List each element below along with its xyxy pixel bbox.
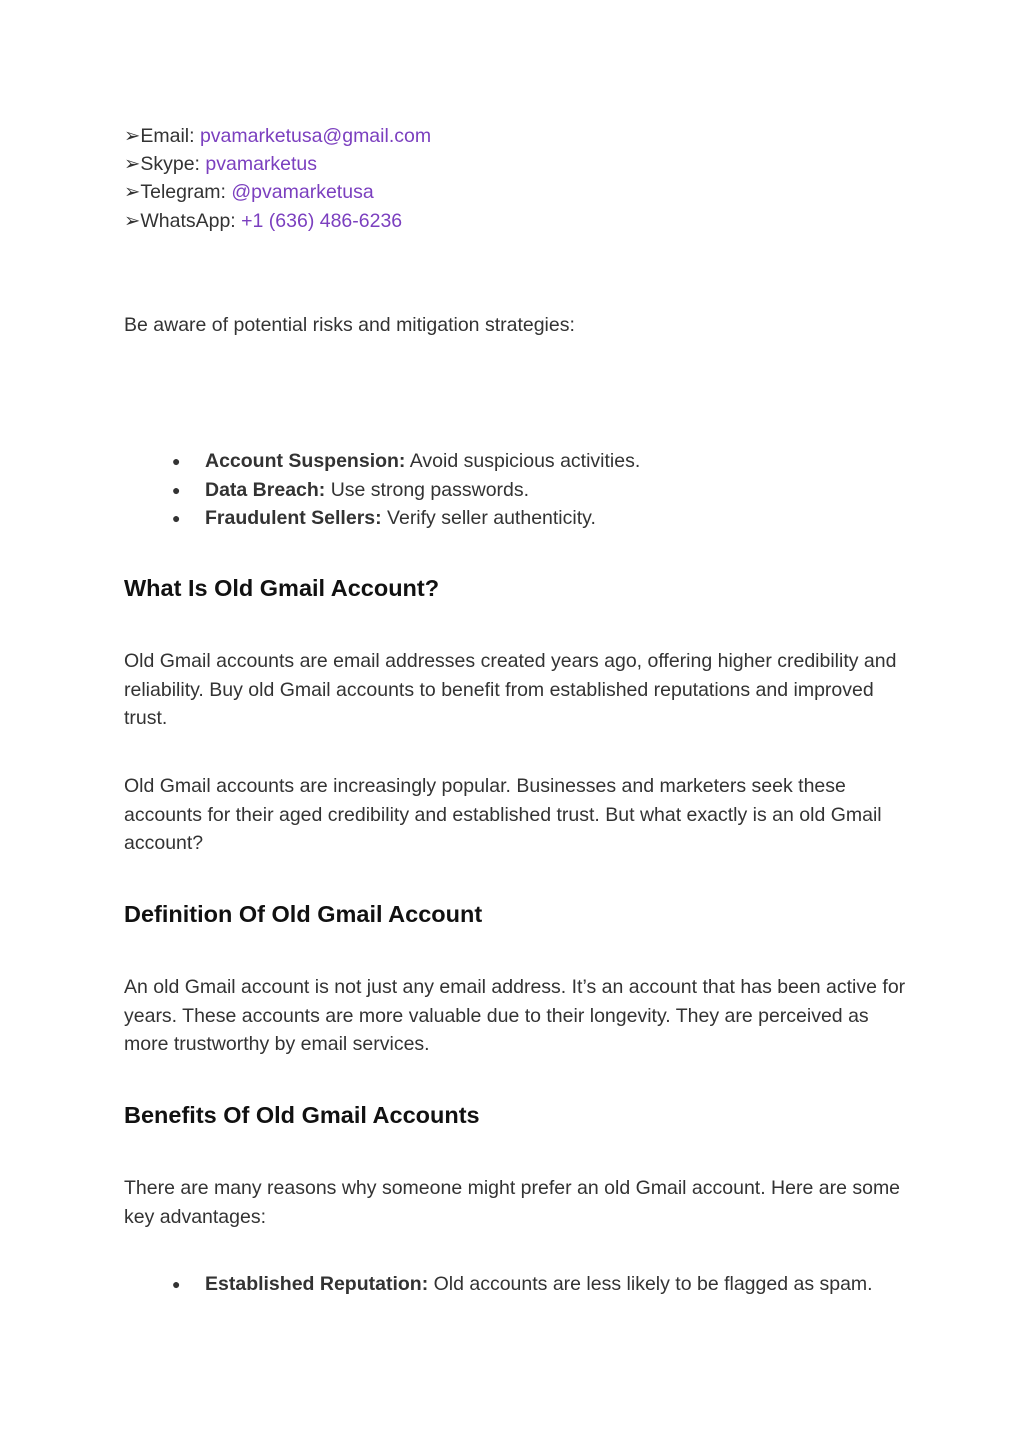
- contact-label: WhatsApp:: [140, 210, 242, 232]
- section2-paragraph-1: An old Gmail account is not just any email address. It’s an account that has been active for years. These accounts are more valuable due to their longevity. They are perceived as more trustworthy by email services.: [124, 976, 906, 1055]
- section-heading-what-is: What Is Old Gmail Account?: [124, 575, 440, 601]
- list-item: [172, 504, 932, 533]
- benefits-list: [172, 1270, 932, 1299]
- contact-skype: [124, 150, 914, 179]
- list-item-term: Account Suspension:: [205, 450, 406, 472]
- list-item: [172, 476, 932, 505]
- contact-label: Skype:: [140, 153, 206, 175]
- telegram-link[interactable]: @pvamarketusa: [231, 181, 374, 203]
- list-item-term: Fraudulent Sellers:: [205, 507, 382, 529]
- contact-email: [124, 122, 914, 151]
- arrow-icon: ➢: [124, 181, 141, 203]
- arrow-icon: ➢: [124, 210, 141, 232]
- section-heading-definition: Definition Of Old Gmail Account: [124, 901, 483, 927]
- risks-intro: Be aware of potential risks and mitigation strategies:: [124, 314, 575, 336]
- list-item-text: Avoid suspicious activities.: [405, 450, 641, 472]
- bullet-icon: ●: [172, 1276, 181, 1292]
- section-heading-benefits: Benefits Of Old Gmail Accounts: [124, 1102, 480, 1128]
- list-item-term: Established Reputation:: [205, 1273, 429, 1295]
- email-link[interactable]: pvamarketusa@gmail.com: [199, 125, 432, 147]
- arrow-icon: ➢: [124, 153, 141, 175]
- list-item-text: Old accounts are less likely to be flagged as spam.: [428, 1273, 873, 1295]
- bullet-icon: ●: [172, 453, 181, 469]
- list-item: [172, 447, 932, 476]
- contact-label: Telegram:: [140, 181, 232, 203]
- whatsapp-link[interactable]: +1 (636) 486-6236: [241, 210, 403, 232]
- list-item-text: Use strong passwords.: [325, 478, 530, 501]
- list-item: [172, 1270, 932, 1299]
- section1-paragraph-1: Old Gmail accounts are email addresses created years ago, offering higher credibility and reliability. Buy old Gmail accounts to benefit from established reputations and improved trust.: [124, 650, 897, 729]
- risks-list: [172, 447, 932, 533]
- contact-label: Email:: [140, 125, 200, 147]
- bullet-icon: ●: [172, 510, 181, 526]
- section3-paragraph-1: There are many reasons why someone might prefer an old Gmail account. Here are some key advantages:: [124, 1177, 901, 1228]
- section1-paragraph-2: Old Gmail accounts are increasingly popular. Businesses and marketers seek these accounts for their aged credibility and established trust. But what exactly is an old Gmail account?: [124, 775, 882, 854]
- list-item-text: Verify seller authenticity.: [381, 507, 596, 529]
- bullet-icon: ●: [172, 481, 181, 498]
- list-item-term: Data Breach:: [205, 478, 326, 501]
- contact-telegram: [124, 178, 914, 207]
- arrow-icon: ➢: [124, 125, 141, 147]
- contact-whatsapp: [124, 207, 914, 236]
- skype-link[interactable]: pvamarketus: [205, 153, 318, 175]
